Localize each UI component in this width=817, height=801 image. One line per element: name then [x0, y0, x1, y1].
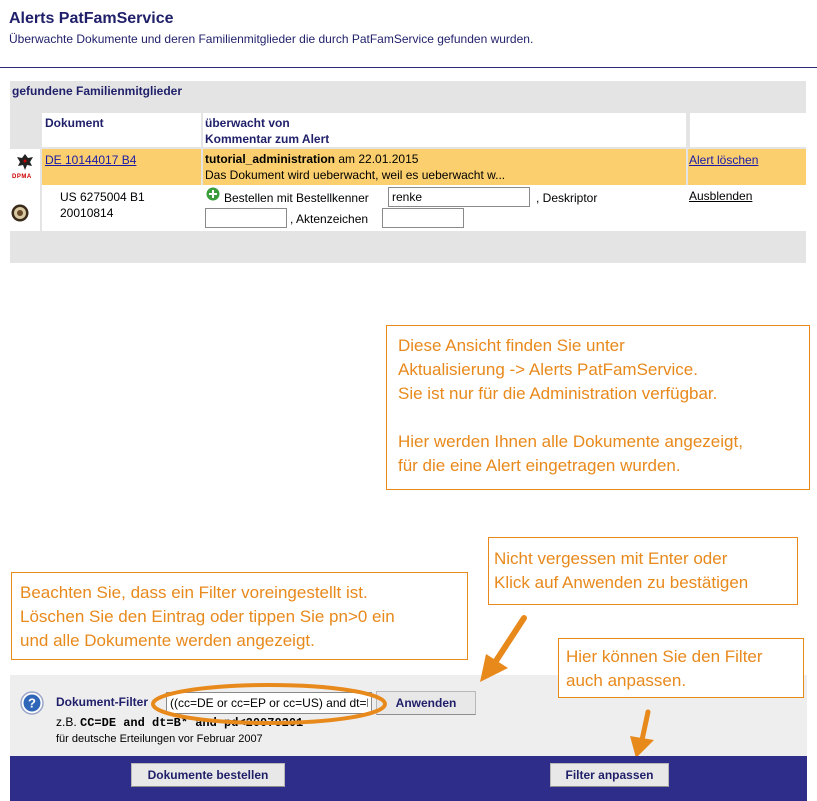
- alert-comment: Das Dokument wird ueberwacht, weil es ueberwacht w...: [205, 168, 506, 182]
- note-adjust-filter: [558, 638, 804, 698]
- alert-date: 22.01.2015: [358, 152, 419, 166]
- order-code-input[interactable]: [388, 187, 530, 207]
- help-icon[interactable]: [20, 691, 44, 715]
- note-line: Diese Ansicht finden Sie unter: [398, 336, 625, 355]
- dpma-eagle-icon: [14, 152, 36, 174]
- filter-label-wrap: Dokument-Filter :: [56, 695, 156, 709]
- document-link[interactable]: DE 10144017 B4: [45, 153, 137, 167]
- highlight-ellipse: [148, 680, 392, 728]
- example-description: für deutsche Erteilungen vor Februar 2007: [56, 733, 263, 745]
- note-line: Sie ist nur für die Administration verfügbar.: [398, 384, 718, 403]
- note-line: Löschen Sie den Eintrag oder tippen Sie pn>0 ein: [20, 607, 395, 626]
- descriptor-input[interactable]: [205, 208, 287, 228]
- uspto-seal-icon: [11, 204, 29, 222]
- table-header: [42, 113, 688, 147]
- family-member-row: [42, 185, 806, 231]
- alert-user: tutorial_administration: [205, 152, 336, 166]
- note-line: und alle Dokumente werden angezeigt.: [20, 631, 315, 650]
- flag-cell: [10, 149, 40, 185]
- member-icon-cell: [10, 185, 40, 231]
- page-subtitle: Überwachte Dokumente und deren Familienmitglieder die durch PatFamService gefunden wurden.: [9, 32, 534, 46]
- member-date: 20010814: [60, 206, 114, 220]
- column-header-document: Dokument: [45, 116, 104, 130]
- arrow-to-apply-icon: [476, 612, 534, 688]
- bottom-action-bar: [10, 756, 807, 801]
- table-header-actions: [690, 113, 806, 147]
- note-line: Nicht vergessen mit Enter oder: [494, 549, 728, 568]
- hide-link[interactable]: Ausblenden: [689, 189, 753, 203]
- add-icon[interactable]: [206, 187, 220, 201]
- note-line: Klick auf Anwenden zu bestätigen: [494, 573, 749, 592]
- column-divider: [201, 113, 203, 185]
- note-line: für die eine Alert eingetragen wurden.: [398, 456, 681, 475]
- dpma-label: DPMA: [12, 174, 32, 180]
- note-view-info: [386, 325, 810, 490]
- adjust-filter-button[interactable]: Filter anpassen: [550, 763, 669, 787]
- apply-button[interactable]: Anwenden: [376, 691, 476, 715]
- example-prefix: z.B.: [56, 715, 77, 729]
- arrow-to-adjust-icon: [628, 708, 658, 760]
- example-code: CC=DE and dt=B* and pd<20070201: [80, 716, 304, 730]
- note-line: Aktualisierung -> Alerts PatFamService.: [398, 360, 698, 379]
- title-divider: [0, 67, 817, 68]
- note-filter-preset: [11, 572, 468, 660]
- column-divider: [686, 113, 688, 185]
- note-line: Beachten Sie, dass ein Filter voreingestellt ist.: [20, 583, 368, 602]
- svg-text:?: ?: [28, 695, 36, 711]
- column-header-watched-by: überwacht von: [205, 116, 290, 130]
- file-reference-label: , Aktenzeichen: [290, 212, 369, 226]
- note-line: Hier werden Ihnen alle Dokumente angezeigt,: [398, 432, 743, 451]
- column-header-comment: Kommentar zum Alert: [205, 132, 330, 146]
- note-confirm: [488, 537, 798, 605]
- alert-row: [42, 149, 806, 185]
- file-reference-input[interactable]: [382, 208, 464, 228]
- note-spacer: [398, 406, 809, 430]
- filter-label: Dokument-Filter: [56, 695, 149, 709]
- member-document: US 6275004 B1: [60, 190, 145, 204]
- order-documents-button[interactable]: Dokumente bestellen: [131, 763, 285, 787]
- note-line: Hier können Sie den Filter: [566, 647, 763, 666]
- delete-alert-link[interactable]: Alert löschen: [689, 153, 759, 167]
- alert-watcher: [205, 152, 418, 166]
- note-line: auch anpassen.: [566, 671, 687, 690]
- order-label: Bestellen mit Bestellkenner: [224, 191, 369, 205]
- descriptor-label: , Deskriptor: [536, 191, 598, 205]
- section-heading: gefundene Familienmitglieder: [12, 84, 183, 98]
- page-title: Alerts PatFamService: [9, 10, 174, 27]
- alert-date-prefix: am: [338, 152, 356, 166]
